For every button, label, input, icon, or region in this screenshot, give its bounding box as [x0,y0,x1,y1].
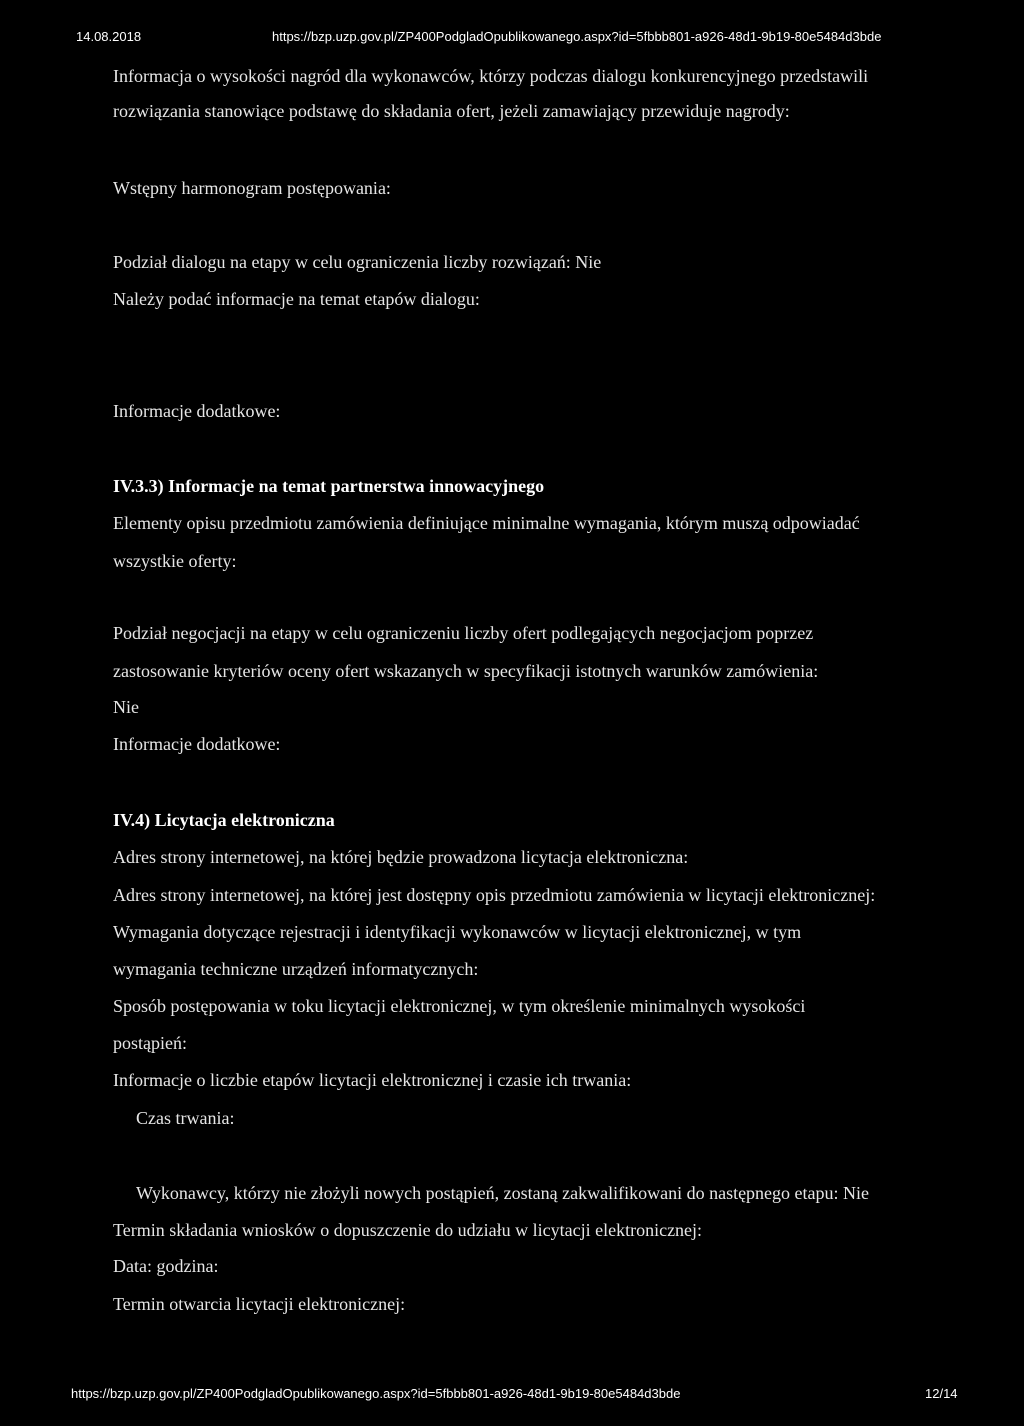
auction-address-label: Adres strony internetowej, na której będzie prowadzona licytacja elektroniczna: [113,847,689,867]
print-date: 14.08.2018 [76,29,142,44]
minimum-requirements-line-1: Elementy opisu przedmiotu zamówienia definiujące minimalne wymagania, którym muszą odpowiadać [113,513,860,533]
prizes-info-line-1: Informacja o wysokości nagród dla wykonawców, którzy podczas dialogu konkurencyjnego przedstawili [113,66,869,86]
additional-info-label: Informacje dodatkowe: [113,734,281,754]
dialog-stages-label: Podział dialogu na etapy w celu ograniczenia liczby rozwiązań: Nie [113,252,602,272]
registration-requirements-line-2: wymagania techniczne urządzeń informatycznych: [113,959,479,979]
section-heading-iv-3-3: IV.3.3) Informacje na temat partnerstwa innowacyjnego [113,476,545,496]
page-number: 12/14 [925,1386,958,1401]
prizes-info-line-2: rozwiązania stanowiące podstawę do składania ofert, jeżeli zamawiający przewiduje nagrody: [113,101,790,121]
dialog-stages-info-label: Należy podać informacje na temat etapów dialogu: [113,289,480,309]
negotiation-stages-answer: Nie [113,697,139,717]
duration-label: Czas trwania: [136,1108,235,1128]
registration-requirements-line-1: Wymagania dotyczące rejestracji i identyfikacji wykonawców w licytacji elektronicznej, w tym [113,922,802,942]
date-time-label: Data: godzina: [113,1256,219,1276]
auction-description-address-label: Adres strony internetowej, na której jest dostępny opis przedmiotu zamówienia w licytacji elektronicznej: [113,885,876,905]
auction-procedure-line-2: postąpień: [113,1033,187,1053]
application-deadline-label: Termin składania wniosków o dopuszczenie do udziału w licytacji elektronicznej: [113,1220,703,1240]
footer-url: https://bzp.uzp.gov.pl/ZP400PodgladOpublikowanego.aspx?id=5fbbb801-a926-48d1-9b19-80e5484d3bde [71,1386,681,1401]
minimum-requirements-line-2: wszystkie oferty: [113,551,237,571]
schedule-label: Wstępny harmonogram postępowania: [113,178,391,198]
auction-stages-info-label: Informacje o liczbie etapów licytacji elektronicznej i czasie ich trwania: [113,1070,632,1090]
negotiation-stages-line-1: Podział negocjacji na etapy w celu ograniczeniu liczby ofert podlegających negocjacjom poprzez [113,623,814,643]
header-url: https://bzp.uzp.gov.pl/ZP400PodgladOpublikowanego.aspx?id=5fbbb801-a926-48d1-9b19-80e5484d3bde [272,29,882,44]
auction-procedure-line-1: Sposób postępowania w toku licytacji elektronicznej, w tym określenie minimalnych wysokości [113,996,806,1016]
qualification-label: Wykonawcy, którzy nie złożyli nowych postąpień, zostaną zakwalifikowani do następnego etapu: Nie [136,1183,870,1203]
opening-deadline-label: Termin otwarcia licytacji elektronicznej: [113,1294,406,1314]
section-heading-iv-4: IV.4) Licytacja elektroniczna [113,810,335,830]
additional-info-label: Informacje dodatkowe: [113,401,281,421]
negotiation-stages-line-2: zastosowanie kryteriów oceny ofert wskazanych w specyfikacji istotnych warunków zamówienia: [113,661,819,681]
